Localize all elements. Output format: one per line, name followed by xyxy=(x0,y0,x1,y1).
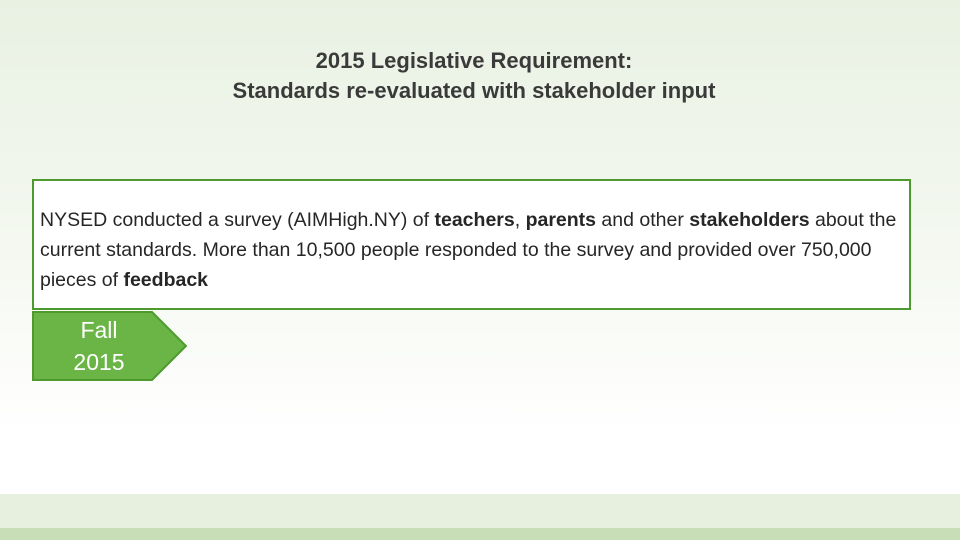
footer-band-light xyxy=(0,494,960,528)
content-paragraph xyxy=(40,205,906,295)
content-bold-stakeholders: stakeholders xyxy=(689,209,810,231)
timeline-date-tag xyxy=(32,311,187,381)
content-bold-parents: parents xyxy=(525,209,597,231)
timeline-date-year: 2015 xyxy=(73,349,125,375)
content-bold-teachers: teachers xyxy=(434,209,515,231)
slide-title xyxy=(0,46,948,106)
footer-band-dark xyxy=(0,528,960,540)
content-text-3: and other xyxy=(596,209,690,231)
timeline-date-season: Fall xyxy=(80,317,118,343)
content-text-1: NYSED conducted a survey (AIMHigh.NY) of xyxy=(40,209,435,231)
slide-title-line1: 2015 Legislative Requirement: xyxy=(315,48,633,73)
slide-title-line2: Standards re-evaluated with stakeholder input xyxy=(232,78,716,103)
content-box xyxy=(32,179,911,310)
content-bold-feedback: feedback xyxy=(123,269,209,291)
content-text-2: , xyxy=(514,209,526,231)
content-text-4: about the current standards. More than 10,500 people responded to the survey and provided over 750,000 pieces of xyxy=(40,209,897,291)
timeline-date-label xyxy=(34,314,164,378)
